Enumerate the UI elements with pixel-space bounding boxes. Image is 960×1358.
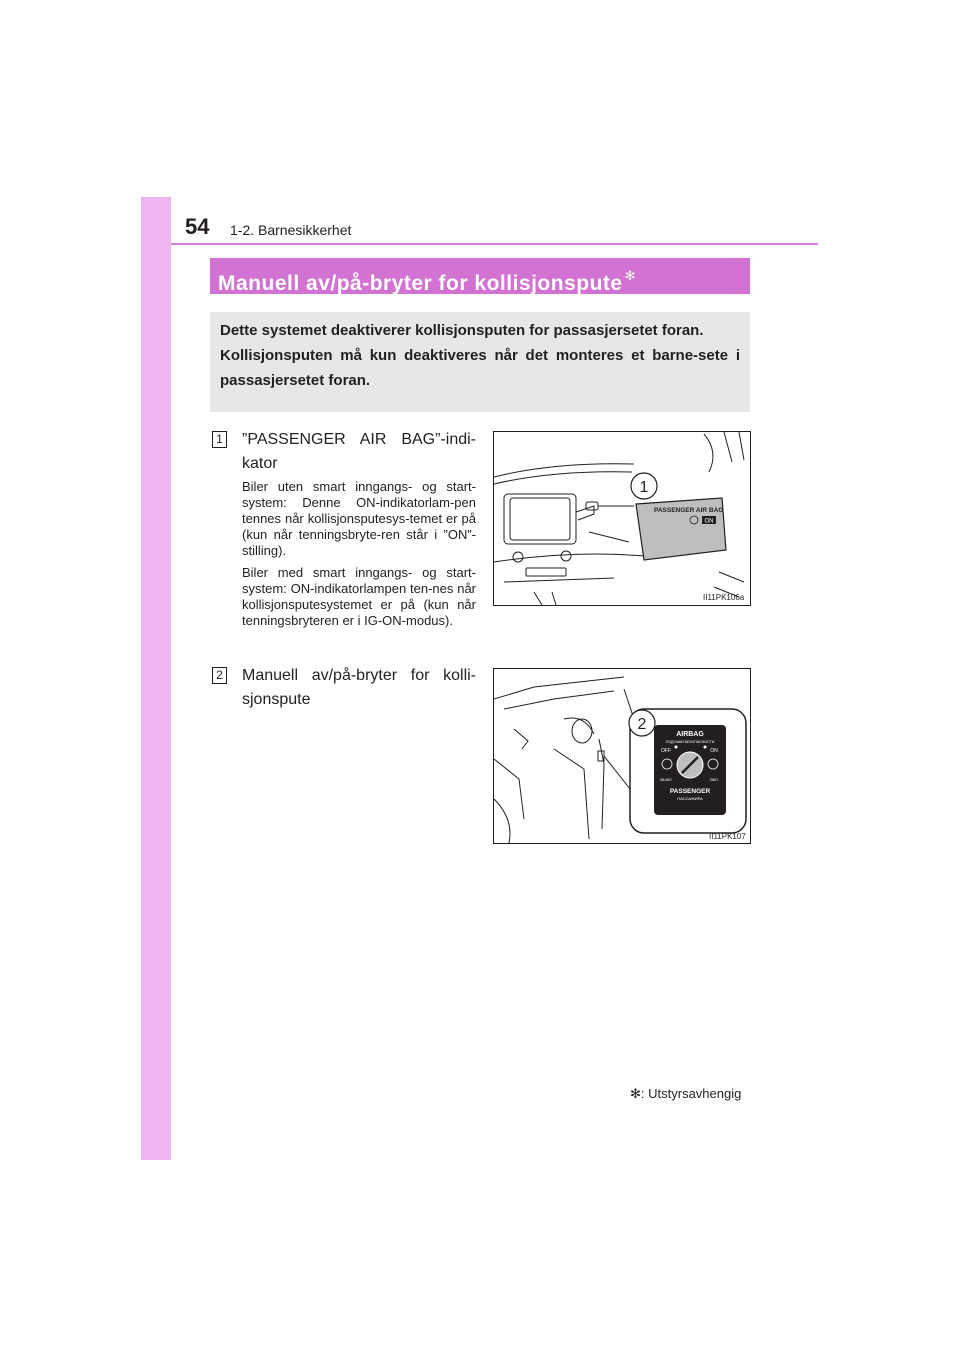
figure-passenger-airbag-indicator	[493, 431, 751, 606]
item-1-paragraph-1: Biler uten smart inngangs- og start-system: Denne ON-indikatorlam-pen tennes når kollisjonsputesys-temet er på (kun når tenningsbryte-ren står i ”ON”-stilling).	[242, 479, 476, 558]
section-title	[210, 258, 750, 294]
intro-line-1: Dette systemet deaktiverer kollisjonsputen for passasjersetet foran.	[220, 322, 704, 339]
intro-box	[210, 312, 750, 412]
footnote-marker: ✻	[630, 1086, 641, 1101]
figure-airbag-manual-switch	[493, 668, 751, 844]
callout-number-1: 1	[639, 479, 649, 496]
footnote-text: : Utstyrsavhengig	[640, 1086, 742, 1101]
switch-off-label: OFF	[661, 748, 671, 754]
item-2-title: Manuell av/på-bryter for kolli-sjonspute	[242, 667, 476, 708]
switch-on-label-ru: ВКЛ	[710, 777, 718, 782]
switch-seat-label: PASSENGER	[669, 788, 711, 795]
switch-seat-label-ru: ПАССАЖИРА	[677, 796, 703, 801]
section-title-text: Manuell av/på-bryter for kollisjonspute	[218, 272, 623, 295]
switch-on-label: ON	[710, 748, 718, 754]
chapter-side-tab	[141, 197, 171, 1160]
figure-code-1: II11PK106a	[703, 593, 745, 602]
intro-line-2: Kollisjonsputen må kun deaktiveres når det monteres et barne-sete i passasjersetet foran.	[220, 347, 740, 389]
switch-title: AIRBAG	[676, 731, 704, 738]
footnote	[630, 1086, 741, 1102]
page-number: 54	[185, 214, 210, 239]
section-label: 1-2. Barnesikkerhet	[230, 222, 352, 238]
header-divider	[171, 243, 818, 245]
switch-off-label-ru: ВЫКЛ	[660, 777, 672, 782]
callout-number-2: 2	[637, 716, 647, 733]
item-1-title: ”PASSENGER AIR BAG”-indi-kator	[242, 431, 476, 472]
switch-subtitle: ПОДУШКИ БЕЗОПАСНОСТИ	[665, 740, 715, 744]
optional-equipment-marker: ✻	[624, 268, 636, 283]
indicator-label: PASSENGER AIR BAG	[654, 507, 724, 514]
item-number-2: 2	[212, 667, 227, 684]
item-number-1: 1	[212, 431, 227, 448]
item-1-paragraph-2: Biler med smart inngangs- og start-system: ON-indikatorlampen ten-nes når kollisjonsputesystemet er på (kun når tenningsbryteren er i IG-ON-modus).	[242, 565, 476, 628]
indicator-on-label: ON	[704, 518, 714, 525]
figure-code-2: II11PK107	[709, 832, 746, 841]
item-1-description	[242, 479, 476, 635]
dashboard-illustration	[494, 432, 750, 605]
glovebox-illustration	[494, 669, 750, 843]
